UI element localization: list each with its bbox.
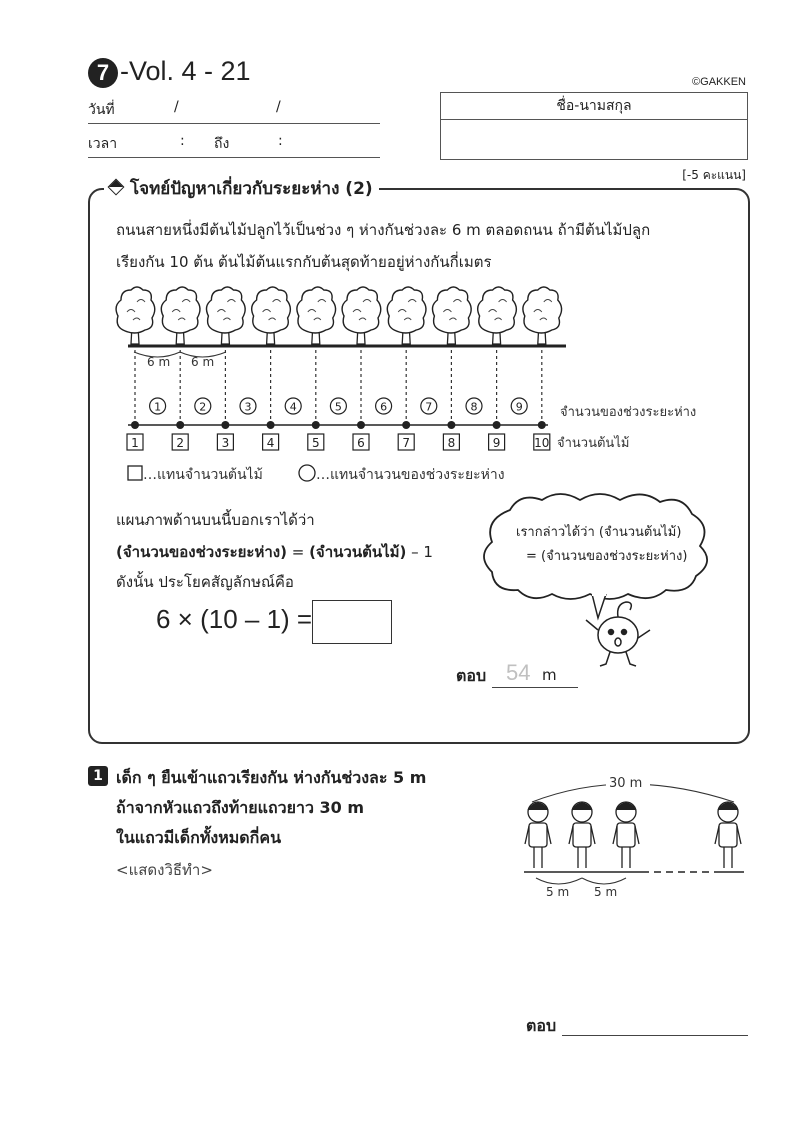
bubble-line-1: เรากล่าวได้ว่า (จำนวนต้นไม้) <box>516 525 682 540</box>
children-diagram <box>510 768 750 904</box>
tree-caption: จำนวนต้นไม้ <box>557 436 630 451</box>
child-icon <box>525 802 551 868</box>
equation-answer-box[interactable] <box>312 600 392 644</box>
speech-bubble-illustration <box>480 490 720 680</box>
tree-icon <box>342 287 381 344</box>
explain-bold-1: (จำนวนของช่วงระยะห่าง) <box>116 543 287 561</box>
interval-number: 2 <box>199 400 207 414</box>
tree-number: 4 <box>266 436 275 450</box>
answer-value: 54 <box>506 660 531 685</box>
gap-label: 5 m <box>546 885 570 899</box>
tree-number: 10 <box>534 436 550 450</box>
tree-dot <box>176 421 184 429</box>
tree-dot <box>267 421 275 429</box>
name-label: ชื่อ-นามสกุล <box>441 93 747 120</box>
date-separator: / <box>276 99 281 115</box>
problem-line-1: ถนนสายหนึ่งมีต้นไม้ปลูกไว้เป็นช่วง ๆ ห่างกันช่วงละ 6 m ตลอดถนน ถ้ามีต้นไม้ปลูก <box>116 221 651 239</box>
interval-number: 3 <box>244 400 252 414</box>
tree-dot <box>493 421 501 429</box>
tree-icon <box>252 287 291 344</box>
speech-bubble <box>484 494 707 599</box>
interval-caption: จำนวนของช่วงระยะห่าง <box>560 405 697 420</box>
tree-icon <box>206 287 245 344</box>
tree-dot <box>221 421 229 429</box>
mascot-icon <box>586 602 650 666</box>
tree-number: 8 <box>447 436 456 450</box>
explain-line-2 <box>116 540 433 564</box>
example-title-text: โจทย์ปัญหาเกี่ยวกับระยะห่าง (2) <box>130 179 373 199</box>
tree-number: 6 <box>357 436 365 450</box>
date-label: วันที่ <box>88 102 115 118</box>
tree-icon <box>161 287 200 344</box>
explain-tail: – 1 <box>406 543 433 561</box>
example-answer <box>456 660 580 688</box>
tree-icon <box>432 287 471 344</box>
explain-line-3: ดังนั้น ประโยคสัญลักษณ์คือ <box>116 573 294 591</box>
time-to-label: ถึง <box>214 136 230 152</box>
tree-dot <box>357 421 365 429</box>
interval-number: 4 <box>289 400 297 414</box>
unit-number-badge: 7 <box>88 58 118 88</box>
interval-number: 8 <box>470 400 478 414</box>
tree-icon <box>387 287 426 344</box>
legend-circle-icon <box>299 465 315 481</box>
interval-number: 6 <box>380 400 388 414</box>
explain-eq: = <box>286 543 310 561</box>
problem-line-2: เรียงกัน 10 ต้น ต้นไม้ต้นแรกกับต้นสุดท้ายอยู่ห่างกันกี่เมตร <box>116 253 492 271</box>
tree-dot <box>312 421 320 429</box>
tree-number: 9 <box>492 436 501 450</box>
answer-line[interactable] <box>492 664 578 688</box>
answer-line[interactable] <box>562 1014 748 1036</box>
tree-number: 1 <box>131 436 139 450</box>
question-line-3: ในแถวมีเด็กทั้งหมดกี่คน <box>116 828 281 847</box>
child-icon <box>613 802 639 868</box>
legend-square-text: …แทนจำนวนต้นไม้ <box>143 467 263 483</box>
child-icon <box>569 802 595 868</box>
interval-number: 9 <box>515 400 523 414</box>
interval-number: 7 <box>425 400 433 414</box>
volume-label: -Vol. 4 - 21 <box>120 56 251 86</box>
score-label: [-5 คะแนน] <box>682 168 746 182</box>
gap-label: 5 m <box>594 885 618 899</box>
tree-number: 5 <box>311 436 320 450</box>
interval-number: 1 <box>154 400 162 414</box>
tree-number: 7 <box>402 436 411 450</box>
time-colon: : <box>278 133 283 149</box>
legend-circle-text: …แทนจำนวนของช่วงระยะห่าง <box>316 467 505 483</box>
total-distance-label: 30 m <box>609 776 643 791</box>
question-line-1: เด็ก ๆ ยืนเข้าแถวเรียงกัน ห่างกันช่วงละ 5 m <box>116 768 427 787</box>
copyright: ©GAKKEN <box>692 76 746 88</box>
distance-label: 6 m <box>191 355 215 369</box>
tree-dot <box>447 421 455 429</box>
tree-icon <box>297 287 336 344</box>
tree-number: 2 <box>176 436 185 450</box>
question-answer <box>526 1014 748 1036</box>
date-separator: / <box>174 99 179 115</box>
tree-diagram <box>0 0 800 500</box>
legend-square-icon <box>128 466 142 480</box>
tree-dot <box>538 421 546 429</box>
interval-number: 5 <box>334 400 342 414</box>
tree-number: 3 <box>221 436 230 450</box>
time-label: เวลา <box>88 136 118 152</box>
bubble-line-2: = (จำนวนของช่วงระยะห่าง) <box>526 549 688 564</box>
tree-dot <box>402 421 410 429</box>
tree-dot <box>131 421 139 429</box>
tree-icon <box>523 287 562 344</box>
answer-label: ตอบ <box>526 1016 557 1035</box>
distance-label: 6 m <box>147 355 171 369</box>
show-work-label: <แสดงวิธีทำ> <box>116 861 213 879</box>
equation: 6 × (10 – 1) = <box>156 604 313 634</box>
answer-label: ตอบ <box>456 666 487 685</box>
tree-icon <box>116 287 155 344</box>
question-number-badge: 1 <box>88 766 108 786</box>
answer-unit: m <box>542 666 557 684</box>
child-icon <box>715 802 741 868</box>
time-colon: : <box>180 133 185 149</box>
question-line-2: ถ้าจากหัวแถวถึงท้ายแถวยาว 30 m <box>116 798 365 817</box>
tree-icon <box>478 287 517 344</box>
explain-bold-2: (จำนวนต้นไม้) <box>309 543 407 561</box>
explain-line-1: แผนภาพด้านบนนี้บอกเราได้ว่า <box>116 511 315 529</box>
